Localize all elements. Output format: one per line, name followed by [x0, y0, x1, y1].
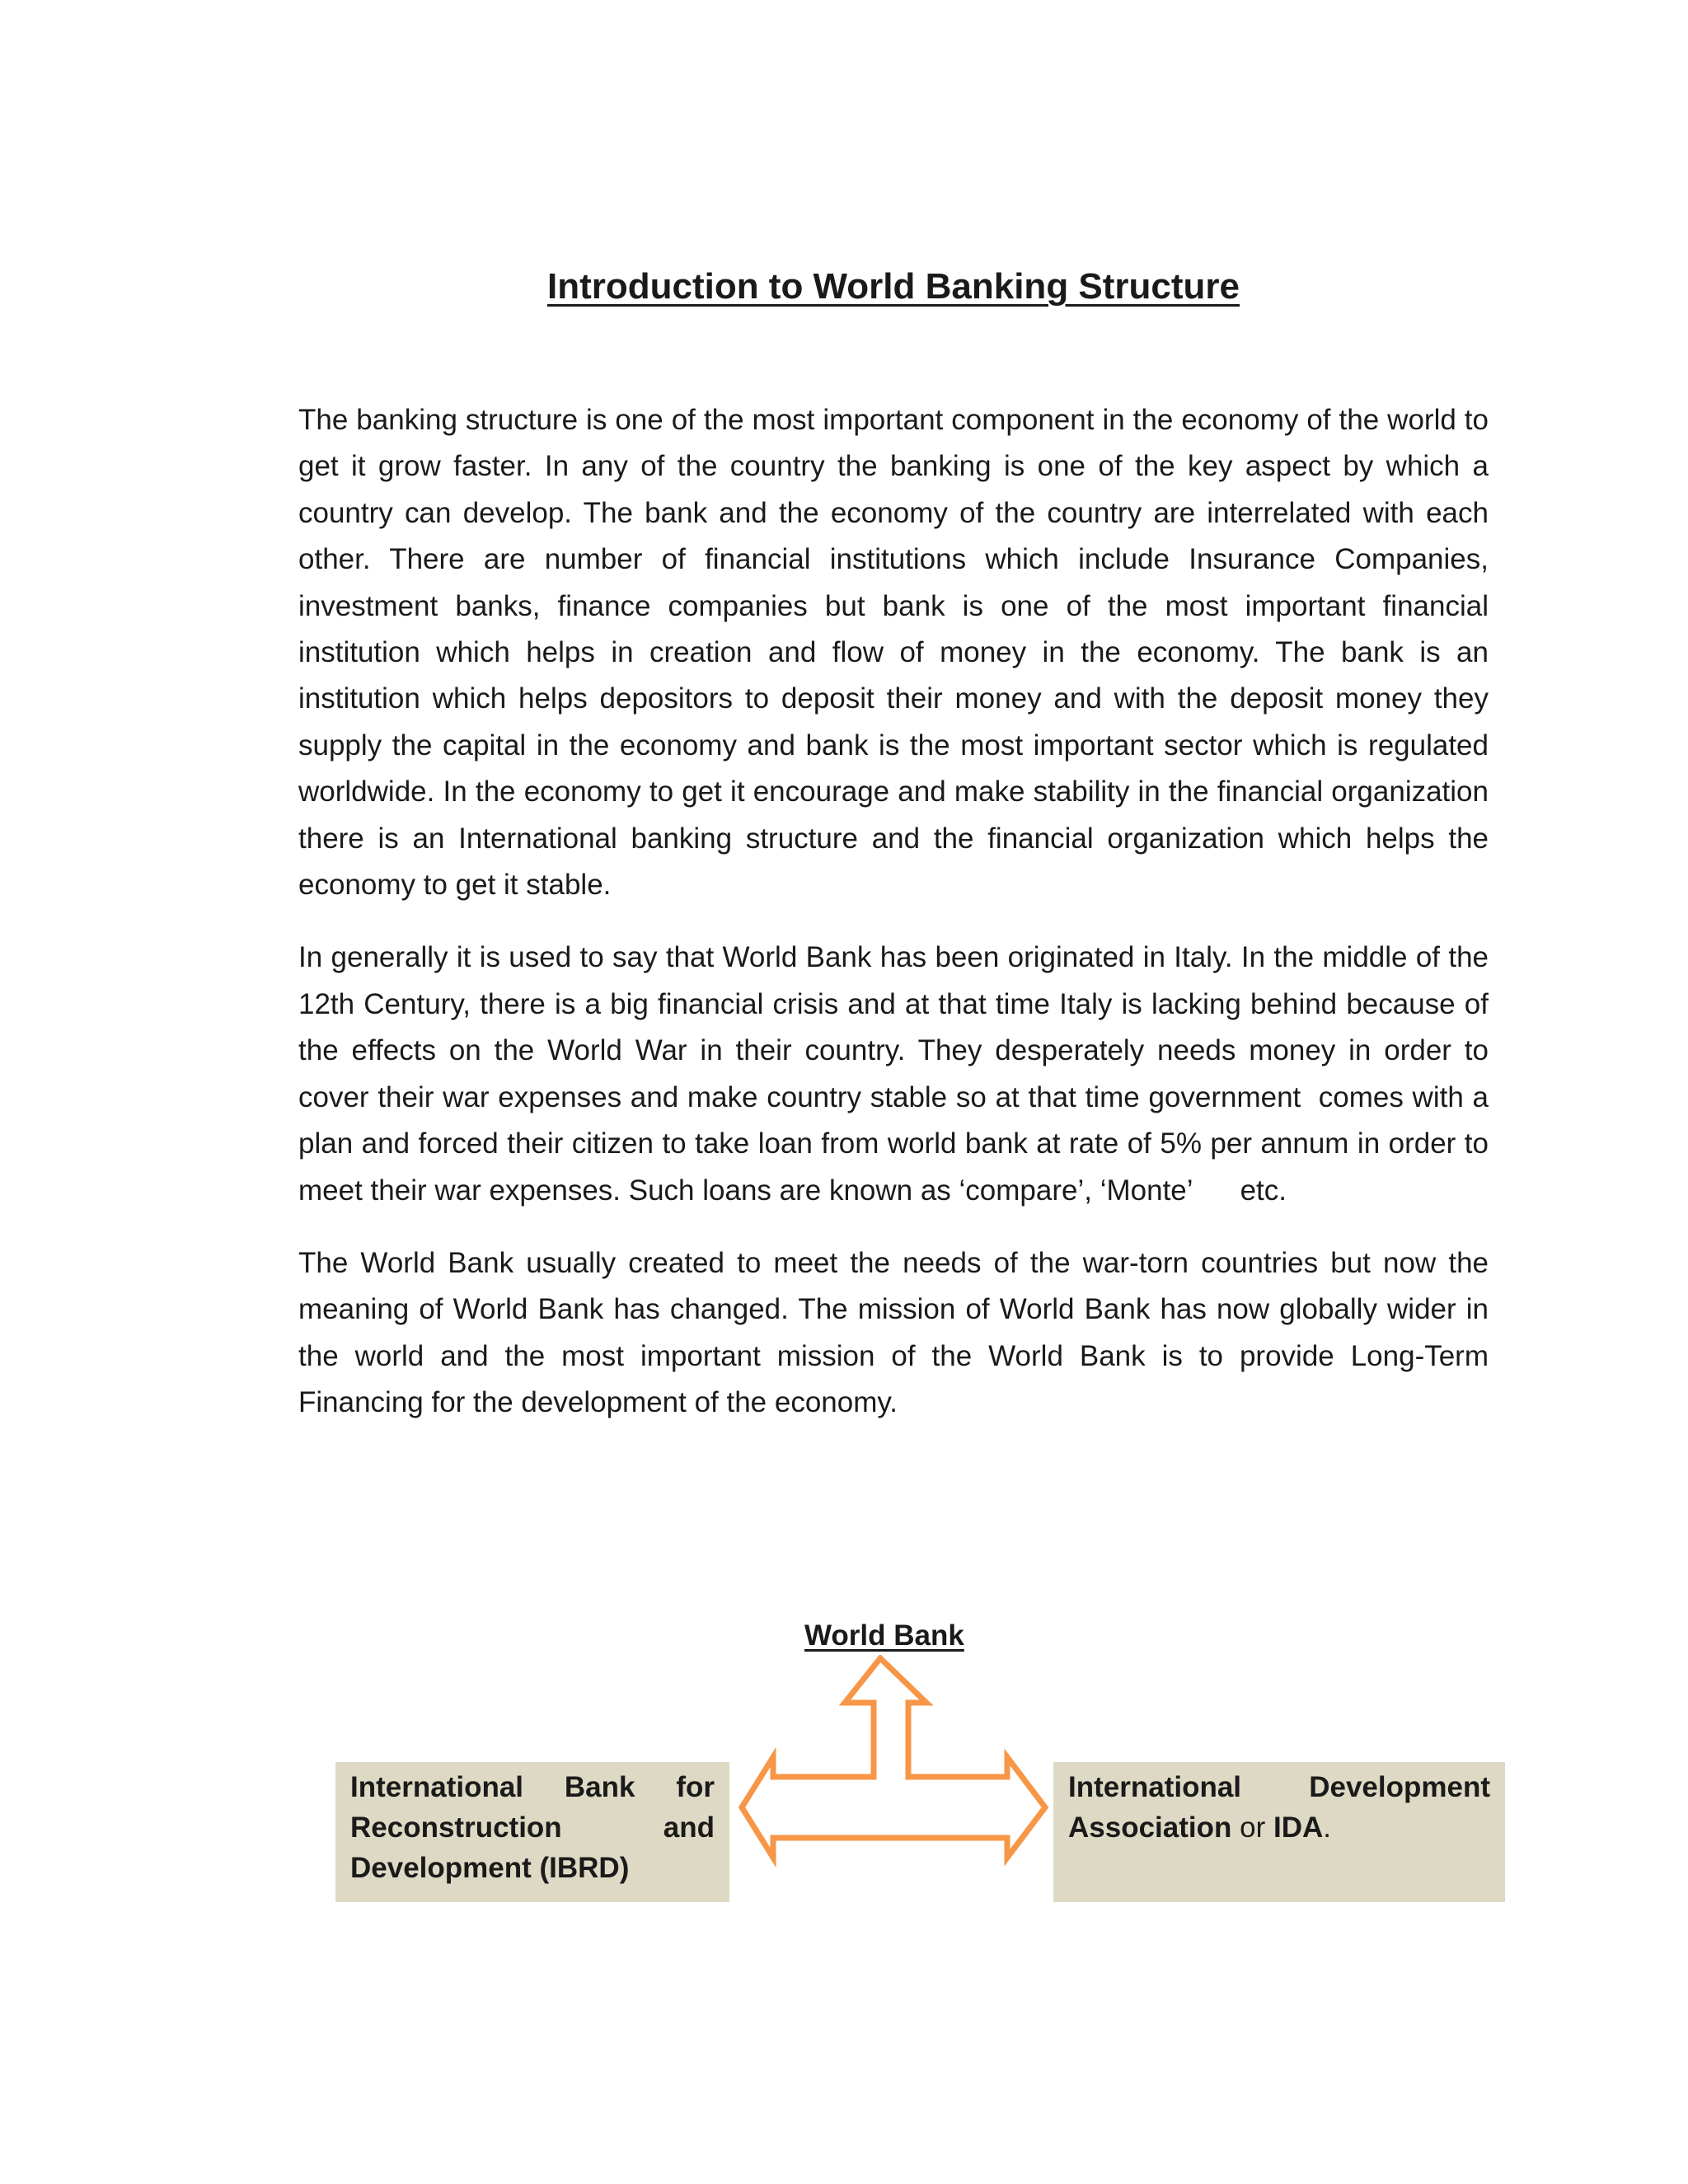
ida-association-text: Association [1068, 1811, 1232, 1844]
ibrd-box-line-1: International Bank for [350, 1771, 715, 1803]
three-way-arrow-icon [734, 1655, 1055, 1877]
ida-box [1053, 1762, 1505, 1902]
paragraph-3: The World Bank usually created to meet the needs of the war-torn countries but now the meaning of World Bank has changed. The mission of World Bank has now globally wider in the world and the most important mission of the World Bank is to provide Long-Term Financing for the development of the economy. [298, 1246, 1489, 1419]
page-title: Introduction to World Banking Structure [546, 266, 1240, 307]
paragraph-1: The banking structure is one of the most important component in the economy of the world to get it grow faster. In any of the country the banking is one of the key aspect by which a country can develop. The bank and the economy of the country are interrelated with each other. There are number of financial institutions which include Insurance Companies, investment banks, finance companies but bank is one of the most important financial institution which helps in creation and flow of money in the economy. The bank is an institution which helps depositors to deposit their money and with the deposit money they supply the capital in the economy and bank is the most important sector which is regulated worldwide. In the economy to get it encourage and make stability in the financial organization there is an International banking structure and the financial organization which helps the economy to get it stable. [298, 404, 1489, 902]
ida-box-line-2 [1068, 1807, 1490, 1848]
ibrd-box [335, 1762, 729, 1902]
ibrd-box-line-3: Development (IBRD) [350, 1852, 630, 1884]
paragraph-2: In generally it is used to say that World Bank has been originated in Italy. In the middle of the 12th Century, there is a big financial crisis and at that time Italy is lacking behind because of the effects on the World War in their country. They desperately needs money in order to cover their war expenses and make country stable so at that time government comes with a plan and forced their citizen to take loan from world bank at rate of 5% per annum in order to meet their war expenses. Such loans are known as ‘compare’, ‘Monte’ etc. [298, 941, 1497, 1207]
ida-or-text: or [1231, 1811, 1273, 1844]
ida-period-text: . [1323, 1811, 1331, 1844]
ida-box-line-1: International Development [1068, 1771, 1490, 1803]
diagram-world-bank-label: World Bank [804, 1619, 964, 1652]
three-way-arrow-shape [742, 1658, 1045, 1858]
ibrd-box-line-2: Reconstruction and [350, 1811, 715, 1844]
body-text [298, 397, 1497, 1453]
ida-abbrev-text: IDA [1273, 1811, 1324, 1844]
